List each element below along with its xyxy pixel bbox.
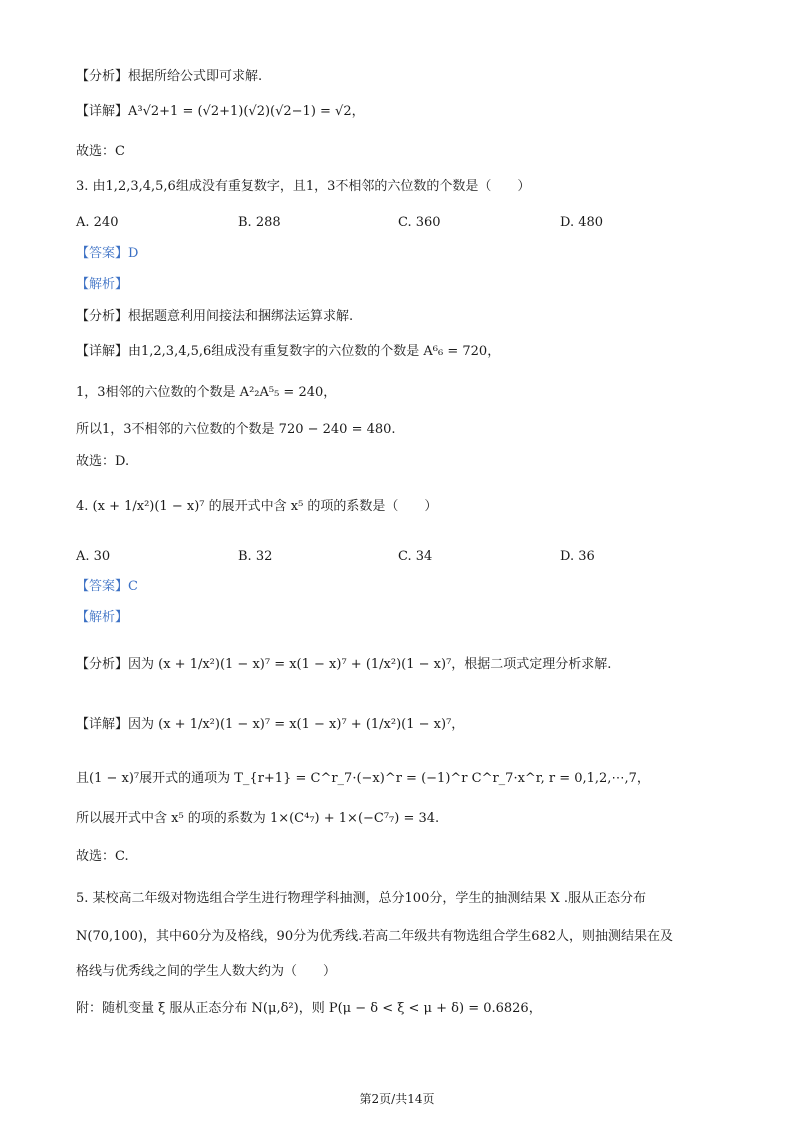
q3-option-a: A. 240 [76, 215, 119, 230]
q4-option-a: A. 30 [76, 549, 111, 564]
q3-answer-choice: 故选：D. [76, 454, 130, 469]
q3-detail-1: 【详解】由1,2,3,4,5,6组成没有重复数字的六位数的个数是 A⁶₆ = 720， [76, 344, 501, 359]
q3-option-c: C. 360 [398, 215, 441, 230]
q3-detail-2: 1，3相邻的六位数的个数是 A²₂A⁵₅ = 240， [76, 385, 337, 400]
q3-option-b: B. 288 [238, 215, 281, 230]
q4-answer-choice: 故选：C. [76, 849, 129, 864]
q4-option-c: C. 34 [398, 549, 433, 564]
q3-stem: 3. 由1,2,3,4,5,6组成没有重复数字，且1，3不相邻的六位数的个数是（ ） [76, 179, 531, 194]
q3-solution-heading: 【解析】 [76, 277, 129, 292]
q4-detail-2: 且(1 − x)⁷展开式的通项为 T_{r+1} = C^r_7·(−x)^r = (−1)^r C^r_7·x^r, r = 0,1,2,⋯,7， [76, 771, 650, 786]
q4-solution-heading: 【解析】 [76, 610, 129, 625]
q5-stem-3: 格线与优秀线之间的学生人数大约为（ ） [76, 964, 337, 979]
q4-detail-1: 【详解】因为 (x + 1/x²)(1 − x)⁷ = x(1 − x)⁷ + (1/x²)(1 − x)⁷， [76, 717, 465, 732]
q4-detail-3: 所以展开式中含 x⁵ 的项的系数为 1×(C⁴₇) + 1×(−C⁷₇) = 34. [76, 811, 440, 826]
q4-answer: 【答案】C [76, 579, 138, 594]
q2-analysis: 【分析】根据所给公式即可求解. [76, 69, 263, 84]
q2-detail: 【详解】A³√2+1 = (√2+1)(√2)(√2−1) = √2， [76, 104, 365, 119]
q5-stem-2: N(70,100)，其中60分为及格线，90分为优秀线.若高二年级共有物选组合学生682人，则抽测结果在及 [76, 929, 674, 944]
q3-analysis: 【分析】根据题意利用间接法和捆绑法运算求解. [76, 309, 354, 324]
q4-analysis: 【分析】因为 (x + 1/x²)(1 − x)⁷ = x(1 − x)⁷ + (1/x²)(1 − x)⁷，根据二项式定理分析求解. [76, 657, 612, 672]
q4-option-b: B. 32 [238, 549, 273, 564]
q3-detail-3: 所以1，3不相邻的六位数的个数是 720 − 240 = 480. [76, 422, 396, 437]
q5-appendix: 附：随机变量 ξ 服从正态分布 N(μ,δ²)，则 P(μ − δ < ξ < μ + δ) = 0.6826， [76, 1001, 542, 1016]
page-footer: 第2页/共14页 [359, 1092, 435, 1106]
q3-option-d: D. 480 [560, 215, 604, 230]
q5-stem-1: 5. 某校高二年级对物选组合学生进行物理学科抽测，总分100分，学生的抽测结果 X .服从正态分布 [76, 891, 647, 906]
q4-stem: 4. (x + 1/x²)(1 − x)⁷ 的展开式中含 x⁵ 的项的系数是（ ） [76, 499, 438, 514]
q2-answer-choice: 故选：C [76, 144, 125, 159]
q3-answer: 【答案】D [76, 246, 139, 261]
q4-option-d: D. 36 [560, 549, 595, 564]
